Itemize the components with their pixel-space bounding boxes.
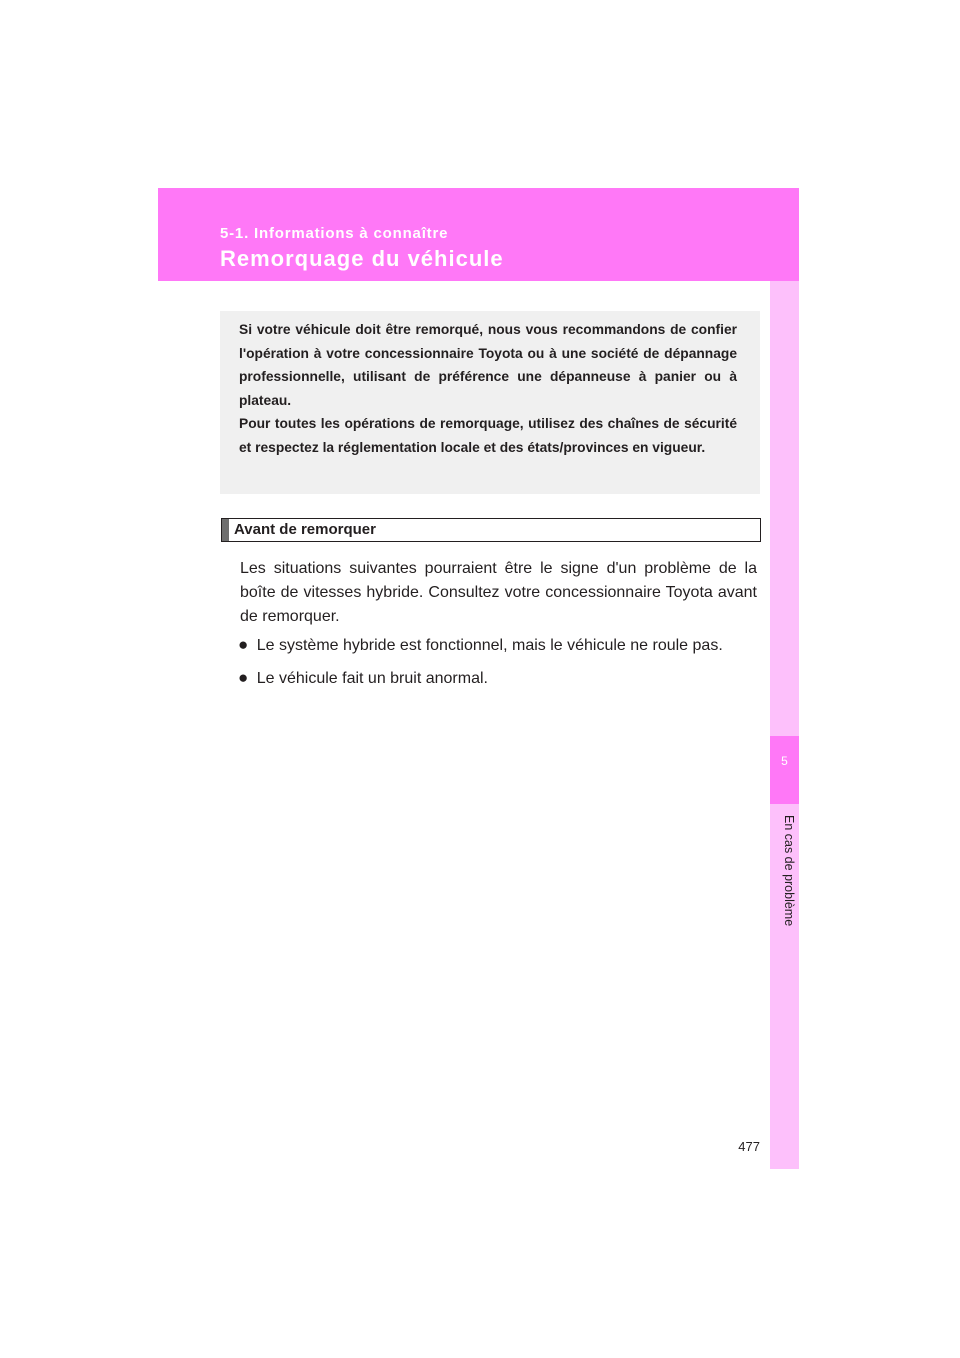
intro-paragraph-1: Si votre véhicule doit être remorqué, nous vous recommandons de confier l'opération à votre concessionnaire Toyota ou à une société de dépannage professionnelle, utilisant de préférence une dépanneuse à panier ou à plateau. bbox=[239, 322, 737, 408]
chapter-number: 5 bbox=[781, 754, 788, 768]
page-number: 477 bbox=[738, 1139, 760, 1154]
list-item-text: Le véhicule fait un bruit anormal. bbox=[256, 670, 488, 687]
body-paragraph: Les situations suivantes pourraient être le signe d'un problème de la boîte de vitesses hybride. Consultez votre concessionnaire Toyota avant de remorquer. bbox=[240, 560, 757, 625]
intro-paragraph-2: Pour toutes les opérations de remorquage, utilisez des chaînes de sécurité et respectez la réglementation locale et des états/provinces en vigueur. bbox=[239, 416, 737, 455]
section-label: 5-1. Informations à connaître bbox=[220, 225, 449, 242]
chapter-label: En cas de problème bbox=[782, 815, 796, 927]
bullet-icon: ● bbox=[238, 635, 249, 654]
subheading-accent bbox=[222, 519, 229, 541]
page-title: Remorquage du véhicule bbox=[220, 246, 504, 271]
list-item bbox=[238, 633, 723, 658]
subheading-text: Avant de remorquer bbox=[234, 521, 376, 538]
list-item bbox=[238, 666, 488, 691]
bullet-icon: ● bbox=[238, 668, 249, 687]
intro-text bbox=[239, 318, 737, 459]
subheading-bar bbox=[221, 518, 761, 542]
chapter-side-tab bbox=[770, 281, 799, 1169]
list-item-text: Le système hybride est fonctionnel, mais le véhicule ne roule pas. bbox=[256, 637, 723, 654]
chapter-tab-active[interactable] bbox=[770, 736, 799, 804]
